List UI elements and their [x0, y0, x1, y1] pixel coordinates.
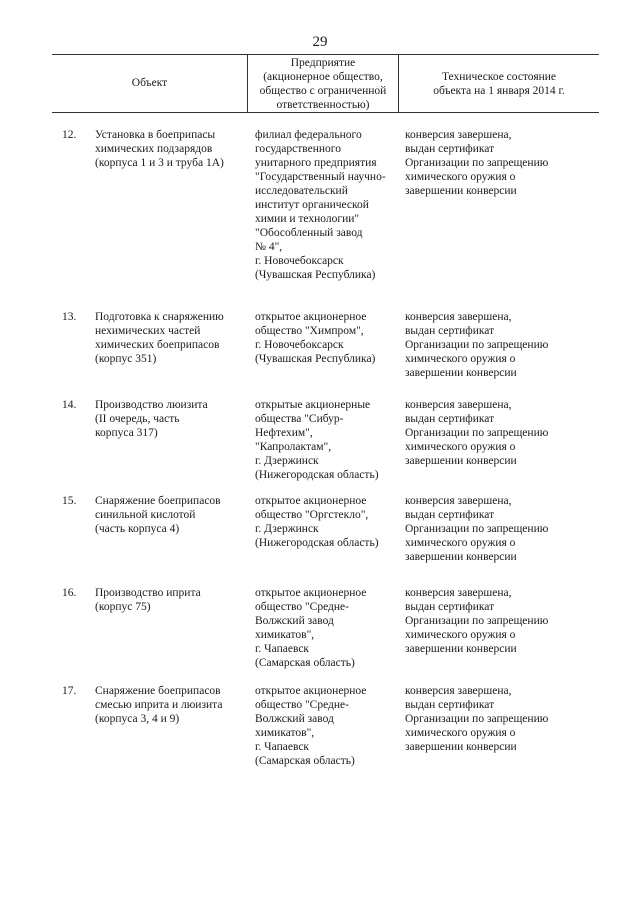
row-status	[405, 494, 548, 564]
row-object	[95, 398, 208, 440]
row-enterprise-line: открытые акционерные	[255, 399, 371, 411]
row-enterprise-line: г. Новочебоксарск	[255, 255, 344, 267]
header-enterprise	[248, 56, 398, 112]
row-enterprise-line: общество "Средне-	[255, 699, 349, 711]
row-status	[405, 586, 548, 656]
row-status-line: конверсия завершена,	[405, 685, 512, 697]
row-number: 13.	[62, 311, 77, 323]
row-status-line: химического оружия о	[405, 353, 516, 365]
row-object-line: химических подзарядов	[95, 143, 213, 155]
header-rule-bottom	[52, 112, 599, 113]
row-status-line: выдан сертификат	[405, 601, 495, 613]
row-enterprise	[255, 310, 375, 366]
row-status-line: выдан сертификат	[405, 699, 495, 711]
row-status-line: конверсия завершена,	[405, 495, 512, 507]
row-number: 14.	[62, 399, 77, 411]
row-enterprise-line: г. Новочебоксарск	[255, 339, 344, 351]
row-status-line: завершении конверсии	[405, 643, 517, 655]
header-enterprise-line: Предприятие	[290, 57, 356, 69]
row-object-line: (II очередь, часть	[95, 413, 180, 425]
row-enterprise-line: г. Чапаевск	[255, 643, 310, 655]
row-status-line: выдан сертификат	[405, 413, 495, 425]
row-enterprise-line: открытое акционерное	[255, 311, 367, 323]
header-enterprise-line: общество с ограниченной	[259, 85, 387, 97]
row-status-line: химического оружия о	[405, 441, 516, 453]
row-object-line: нехимических частей	[95, 325, 201, 337]
row-status	[405, 684, 548, 754]
row-enterprise-line: г. Дзержинск	[255, 455, 319, 467]
row-object-line: Установка в боеприпасы	[95, 129, 216, 141]
header-enterprise-line: (акционерное общество,	[263, 71, 383, 83]
row-status-line: завершении конверсии	[405, 367, 517, 379]
row-enterprise-line: (Нижегородская область)	[255, 537, 379, 549]
row-status-line: Организации по запрещению	[405, 523, 549, 535]
header-rule-top	[52, 54, 599, 55]
row-status-line: Организации по запрещению	[405, 339, 549, 351]
row-status-line: Организации по запрещению	[405, 713, 549, 725]
row-enterprise-line: филиал федерального	[255, 129, 362, 141]
row-object-line: (корпуса 1 и 3 и труба 1А)	[95, 157, 224, 169]
row-object-line: химических боеприпасов	[95, 339, 220, 351]
row-status-line: Организации по запрещению	[405, 615, 549, 627]
row-status-line: химического оружия о	[405, 727, 516, 739]
row-status-line: выдан сертификат	[405, 143, 495, 155]
row-status	[405, 128, 548, 198]
row-number: 16.	[62, 587, 77, 599]
row-status-line: Организации по запрещению	[405, 427, 549, 439]
row-object-line: (часть корпуса 4)	[95, 523, 180, 535]
row-number: 15.	[62, 495, 77, 507]
row-object-line: Производство люизита	[95, 399, 208, 411]
row-enterprise-line: г. Дзержинск	[255, 523, 319, 535]
row-enterprise	[255, 398, 379, 482]
row-status-line: завершении конверсии	[405, 741, 517, 753]
row-status	[405, 398, 548, 468]
row-status-line: Организации по запрещению	[405, 157, 549, 169]
row-enterprise-line: (Самарская область)	[255, 755, 355, 767]
row-status-line: конверсия завершена,	[405, 399, 512, 411]
row-enterprise	[255, 128, 386, 282]
row-status-line: конверсия завершена,	[405, 129, 512, 141]
row-object-line: (корпус 351)	[95, 353, 157, 365]
row-enterprise-line: "Государственный научно-	[255, 171, 386, 183]
row-object-line: Подготовка к снаряжению	[95, 311, 224, 323]
row-enterprise-line: общества "Сибур-	[255, 413, 344, 425]
row-enterprise-line: г. Чапаевск	[255, 741, 310, 753]
row-object-line: корпуса 317)	[95, 427, 158, 439]
row-object	[95, 310, 224, 366]
row-status-line: выдан сертификат	[405, 509, 495, 521]
row-status-line: завершении конверсии	[405, 185, 517, 197]
row-enterprise-line: открытое акционерное	[255, 495, 367, 507]
row-status-line: конверсия завершена,	[405, 587, 512, 599]
row-enterprise-line: Волжский завод	[255, 713, 334, 725]
row-number: 12.	[62, 129, 77, 141]
row-enterprise-line: открытое акционерное	[255, 685, 367, 697]
row-enterprise-line: институт органической	[255, 199, 369, 211]
row-enterprise-line: (Нижегородская область)	[255, 469, 379, 481]
row-enterprise-line: "Обособленный завод	[255, 227, 363, 239]
row-object	[95, 586, 201, 614]
row-enterprise-line: № 4",	[255, 241, 283, 253]
row-enterprise-line: (Чувашская Республика)	[255, 269, 376, 281]
row-status-line: завершении конверсии	[405, 455, 517, 467]
row-object-line: смесью иприта и люизита	[95, 699, 223, 711]
row-object	[95, 684, 222, 726]
row-enterprise-line: Нефтехим",	[255, 427, 313, 439]
row-object-line: (корпуса 3, 4 и 9)	[95, 713, 180, 725]
row-status-line: химического оружия о	[405, 629, 516, 641]
row-object-line: Производство иприта	[95, 587, 201, 599]
row-object-line: синильной кислотой	[95, 509, 196, 521]
row-enterprise-line: общество "Оргстекло",	[255, 509, 369, 521]
row-enterprise-line: химикатов",	[255, 727, 315, 739]
row-enterprise-line: (Чувашская Республика)	[255, 353, 376, 365]
row-object-line: Снаряжение боеприпасов	[95, 685, 221, 697]
row-enterprise-line: (Самарская область)	[255, 657, 355, 669]
row-enterprise	[255, 684, 366, 768]
header-status	[399, 70, 599, 98]
row-status-line: завершении конверсии	[405, 551, 517, 563]
row-enterprise	[255, 586, 366, 670]
row-enterprise-line: исследовательский	[255, 185, 348, 197]
row-enterprise-line: химии и технологии"	[255, 213, 360, 225]
page-number: 29	[312, 34, 328, 50]
row-object-line: (корпус 75)	[95, 601, 151, 613]
row-object	[95, 494, 221, 536]
row-enterprise-line: унитарного предприятия	[255, 157, 377, 169]
row-enterprise-line: государственного	[255, 143, 341, 155]
row-enterprise-line: Волжский завод	[255, 615, 334, 627]
row-enterprise-line: химикатов",	[255, 629, 315, 641]
header-enterprise-line: ответственностью)	[276, 99, 370, 111]
row-enterprise	[255, 494, 379, 550]
row-number: 17.	[62, 685, 77, 697]
row-enterprise-line: общество "Средне-	[255, 601, 349, 613]
row-status-line: химического оружия о	[405, 171, 516, 183]
header-status-line: Техническое состояние	[441, 71, 557, 83]
row-enterprise-line: "Капролактам",	[255, 441, 332, 453]
row-object-line: Снаряжение боеприпасов	[95, 495, 221, 507]
row-status-line: выдан сертификат	[405, 325, 495, 337]
header-object: Объект	[131, 77, 168, 89]
row-enterprise-line: общество "Химпром",	[255, 325, 364, 337]
row-status	[405, 310, 548, 380]
row-status-line: химического оружия о	[405, 537, 516, 549]
row-object	[95, 128, 224, 170]
row-enterprise-line: открытое акционерное	[255, 587, 367, 599]
header-status-line: объекта на 1 января 2014 г.	[433, 85, 565, 97]
row-status-line: конверсия завершена,	[405, 311, 512, 323]
